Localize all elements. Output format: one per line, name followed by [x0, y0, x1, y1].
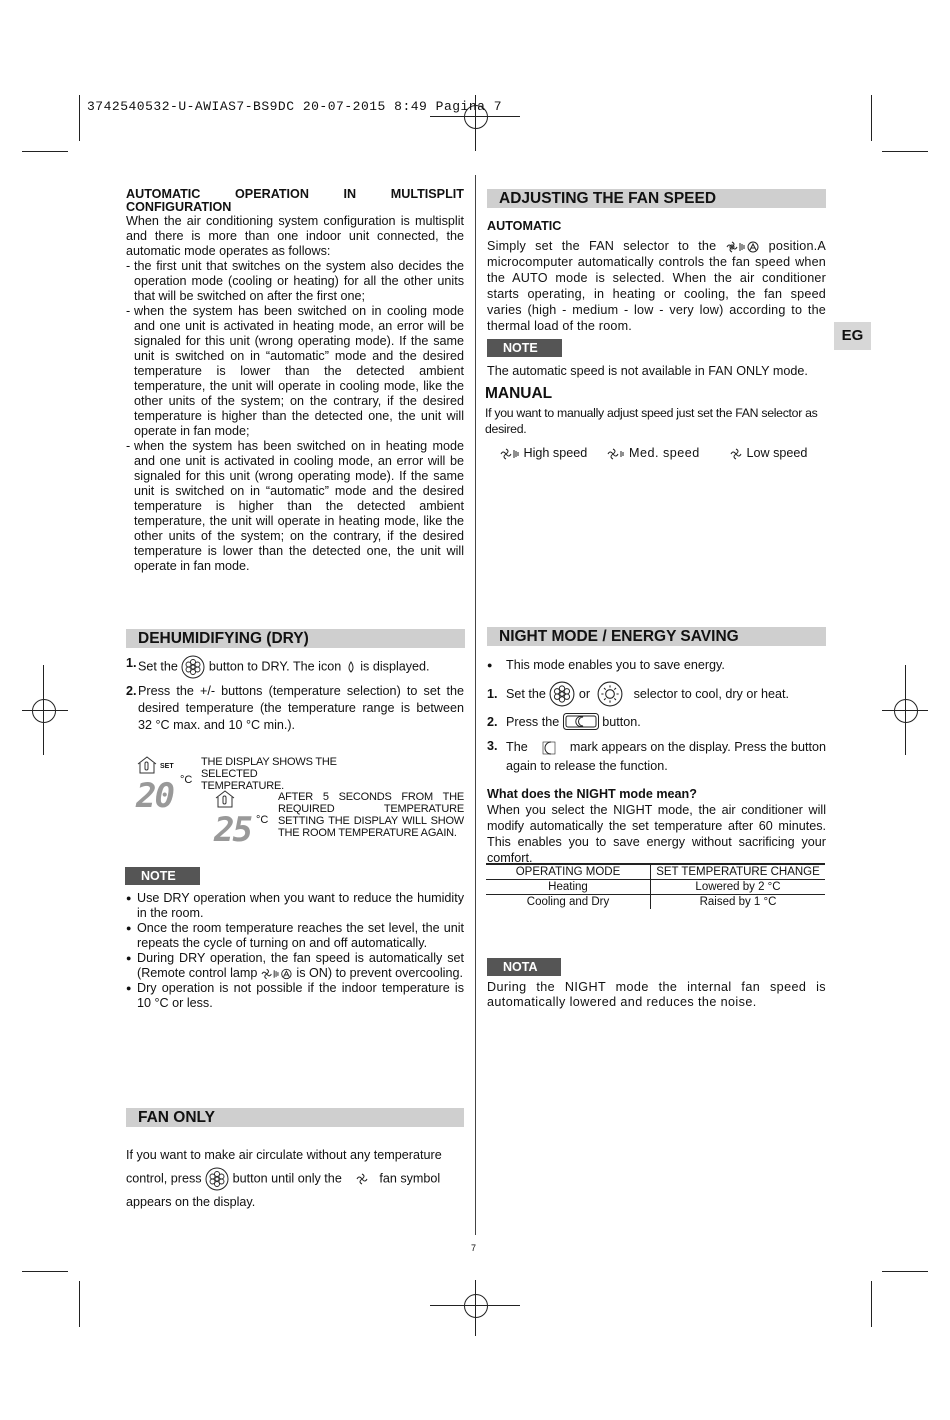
moon-icon	[542, 741, 556, 755]
list-item: ● Dry operation is not possible if the indoor temperature is 10 °C or less.	[126, 981, 464, 1011]
list-item: - when the system has been switched on in cooling mode and one unit is activated in heating mode, an error will be signaled for this unit (wrong operating mode). If the same unit is switched on in “automatic” mode and the desired temperature is lower than the detected ambient temperature, the unit will operate in cooling mode, like the other units of the system; on the contrary, if the desired temperature is higher than the detected one, the unit will operate in fan mode;	[126, 304, 464, 439]
fan-speed-section	[487, 219, 826, 334]
multisplit-heading: AUTOMATIC OPERATION IN MULTISPLIT CONFIGURATION	[126, 187, 464, 214]
auto-text: Simply set the FAN selector to the position.A microcomputer automatically controls the fan speed when the AUTO mode is selected. When the air conditioner starts operating, in heating or cooling, the fan speed varies (high - medium - low - very low) according to the thermal load of the room.	[487, 239, 826, 333]
list-item: - when the system has been switched on in heating mode and one unit is activated in cooling mode, an error will be signaled for this unit (wrong operating mode). If the same unit is switched on in “automatic” mode and the desired temperature is higher than the detected ambient temperature, the unit will operate in heating mode, like the other units of the system; on the contrary, if the desired temperature is lower than the detected one, the unit will operate in fan mode.	[126, 439, 464, 574]
table-row: Heating Lowered by 2 °C	[486, 880, 825, 895]
mode-button-icon	[205, 1167, 229, 1191]
fan-high-icon	[500, 448, 520, 460]
page-number: 7	[471, 1243, 477, 1253]
display-set: SET 20 °C	[136, 756, 173, 813]
heat-button-icon	[597, 681, 623, 707]
list-item: - the first unit that switches on the system also decides the operation mode (cooling or heating) for all the other units that will be switched on after the first one;	[126, 259, 464, 304]
print-header: 3742540532-U-AWIAS7-BS9DC 20-07-2015 8:49 Pagina 7	[87, 99, 503, 114]
mode-button-icon	[549, 681, 575, 707]
crop-mark	[79, 1281, 80, 1327]
night-question: What does the NIGHT mode mean?	[487, 787, 697, 801]
registration-mark	[32, 699, 56, 723]
drop-icon	[345, 661, 357, 673]
fan-icon	[356, 1173, 369, 1185]
speed-high: High speed	[500, 446, 587, 460]
multisplit-list	[126, 259, 464, 574]
fan-note-text: The automatic speed is not available in FAN ONLY mode.	[487, 364, 808, 378]
night-button-icon	[563, 713, 599, 730]
fan-low-icon	[730, 448, 743, 460]
language-tab: EG	[834, 322, 871, 350]
dry-steps: 1. Set the button to DRY. The icon is displayed. 2. Press the +/- buttons (temperature selection) to set the desired temperature (the temperature range is between 32 °C max. and 10 °C min.).	[126, 656, 464, 732]
crop-mark	[871, 1281, 872, 1327]
night-title: NIGHT MODE / ENERGY SAVING	[487, 627, 826, 646]
display-room: 25 °C	[214, 790, 251, 847]
fan-medium-icon	[607, 448, 625, 460]
dry-title: DEHUMIDIFYING (DRY)	[126, 629, 465, 648]
fan-only-title: FAN ONLY	[126, 1108, 464, 1127]
manual-text: If you want to manually adjust speed just set the FAN selector as desired.	[485, 406, 818, 436]
crop-mark	[22, 151, 68, 152]
house-thermometer-icon	[214, 790, 236, 808]
table-header: SET TEMPERATURE CHANGE	[651, 864, 826, 880]
multisplit-intro: When the air conditioning system configuration is multisplit and there is more than one indoor unit connected, the automatic mode operates as follows:	[126, 214, 464, 258]
speed-low: Low speed	[730, 446, 807, 460]
dry-note-label: NOTE	[125, 867, 200, 885]
night-explanation: When you select the NIGHT mode, the air conditioner will modify automatically the set temperature after 60 minutes. This enables you to save energy without sacrificing your comfort.	[487, 803, 826, 865]
crop-mark	[22, 1271, 68, 1272]
list-item: ● Use DRY operation when you want to reduce the humidity in the room.	[126, 891, 464, 921]
registration-mark	[464, 1294, 488, 1318]
fan-speed-title: ADJUSTING THE FAN SPEED	[487, 189, 826, 208]
auto-heading: AUTOMATIC	[487, 219, 562, 233]
crop-mark	[882, 151, 928, 152]
dry-notes	[126, 891, 464, 1011]
multisplit-section	[126, 188, 464, 574]
nota-text: During the NIGHT mode the internal fan speed is automatically lowered and reduces the noise.	[487, 980, 826, 1009]
fan-auto-icon	[726, 241, 760, 253]
crop-mark	[79, 95, 80, 141]
registration-mark	[894, 699, 918, 723]
list-item: ● Once the room temperature reaches the set level, the unit repeats the cycle of turning on and off automatically.	[126, 921, 464, 951]
nota-label: NOTA	[487, 958, 561, 976]
house-thermometer-icon	[136, 756, 158, 774]
note-label: NOTE	[487, 339, 562, 357]
fan-auto-icon	[261, 968, 293, 980]
mode-button-icon	[181, 655, 205, 679]
table-header: OPERATING MODE	[486, 864, 651, 880]
crop-mark	[871, 95, 872, 141]
table-row: Cooling and Dry Raised by 1 °C	[486, 895, 825, 910]
night-table	[486, 863, 825, 909]
manual-heading: MANUAL	[485, 385, 553, 402]
column-divider	[475, 175, 476, 1235]
list-item: ● During DRY operation, the fan speed is automatically set (Remote control lamp is ON) to prevent overcooling.	[126, 951, 464, 981]
crop-mark	[882, 1271, 928, 1272]
night-steps: ● This mode enables you to save energy. 1. Set the or selector to cool, dry or heat. 2. Press the button. 3. The mark appears on the display. Press the button again to release the function. What does the NIGHT mode mean? When you select the NIGHT mode, the air conditioner will modify automatically the set temperature after 60 minutes. This enables you to save energy without sacrificing your comfort.	[487, 658, 827, 865]
display-caption-1: THE DISPLAY SHOWS THE SELECTED TEMPERATURE.	[201, 756, 337, 792]
speed-medium: Med. speed	[607, 446, 700, 460]
fan-only-text: If you want to make air circulate without any temperature control, press button until only the fan symbol appears on the display.	[126, 1148, 442, 1209]
display-caption-2: AFTER 5 SECONDS FROM THE REQUIRED TEMPERATURE SETTING THE DISPLAY WILL SHOW THE ROOM TEMPERATURE AGAIN.	[278, 791, 464, 839]
